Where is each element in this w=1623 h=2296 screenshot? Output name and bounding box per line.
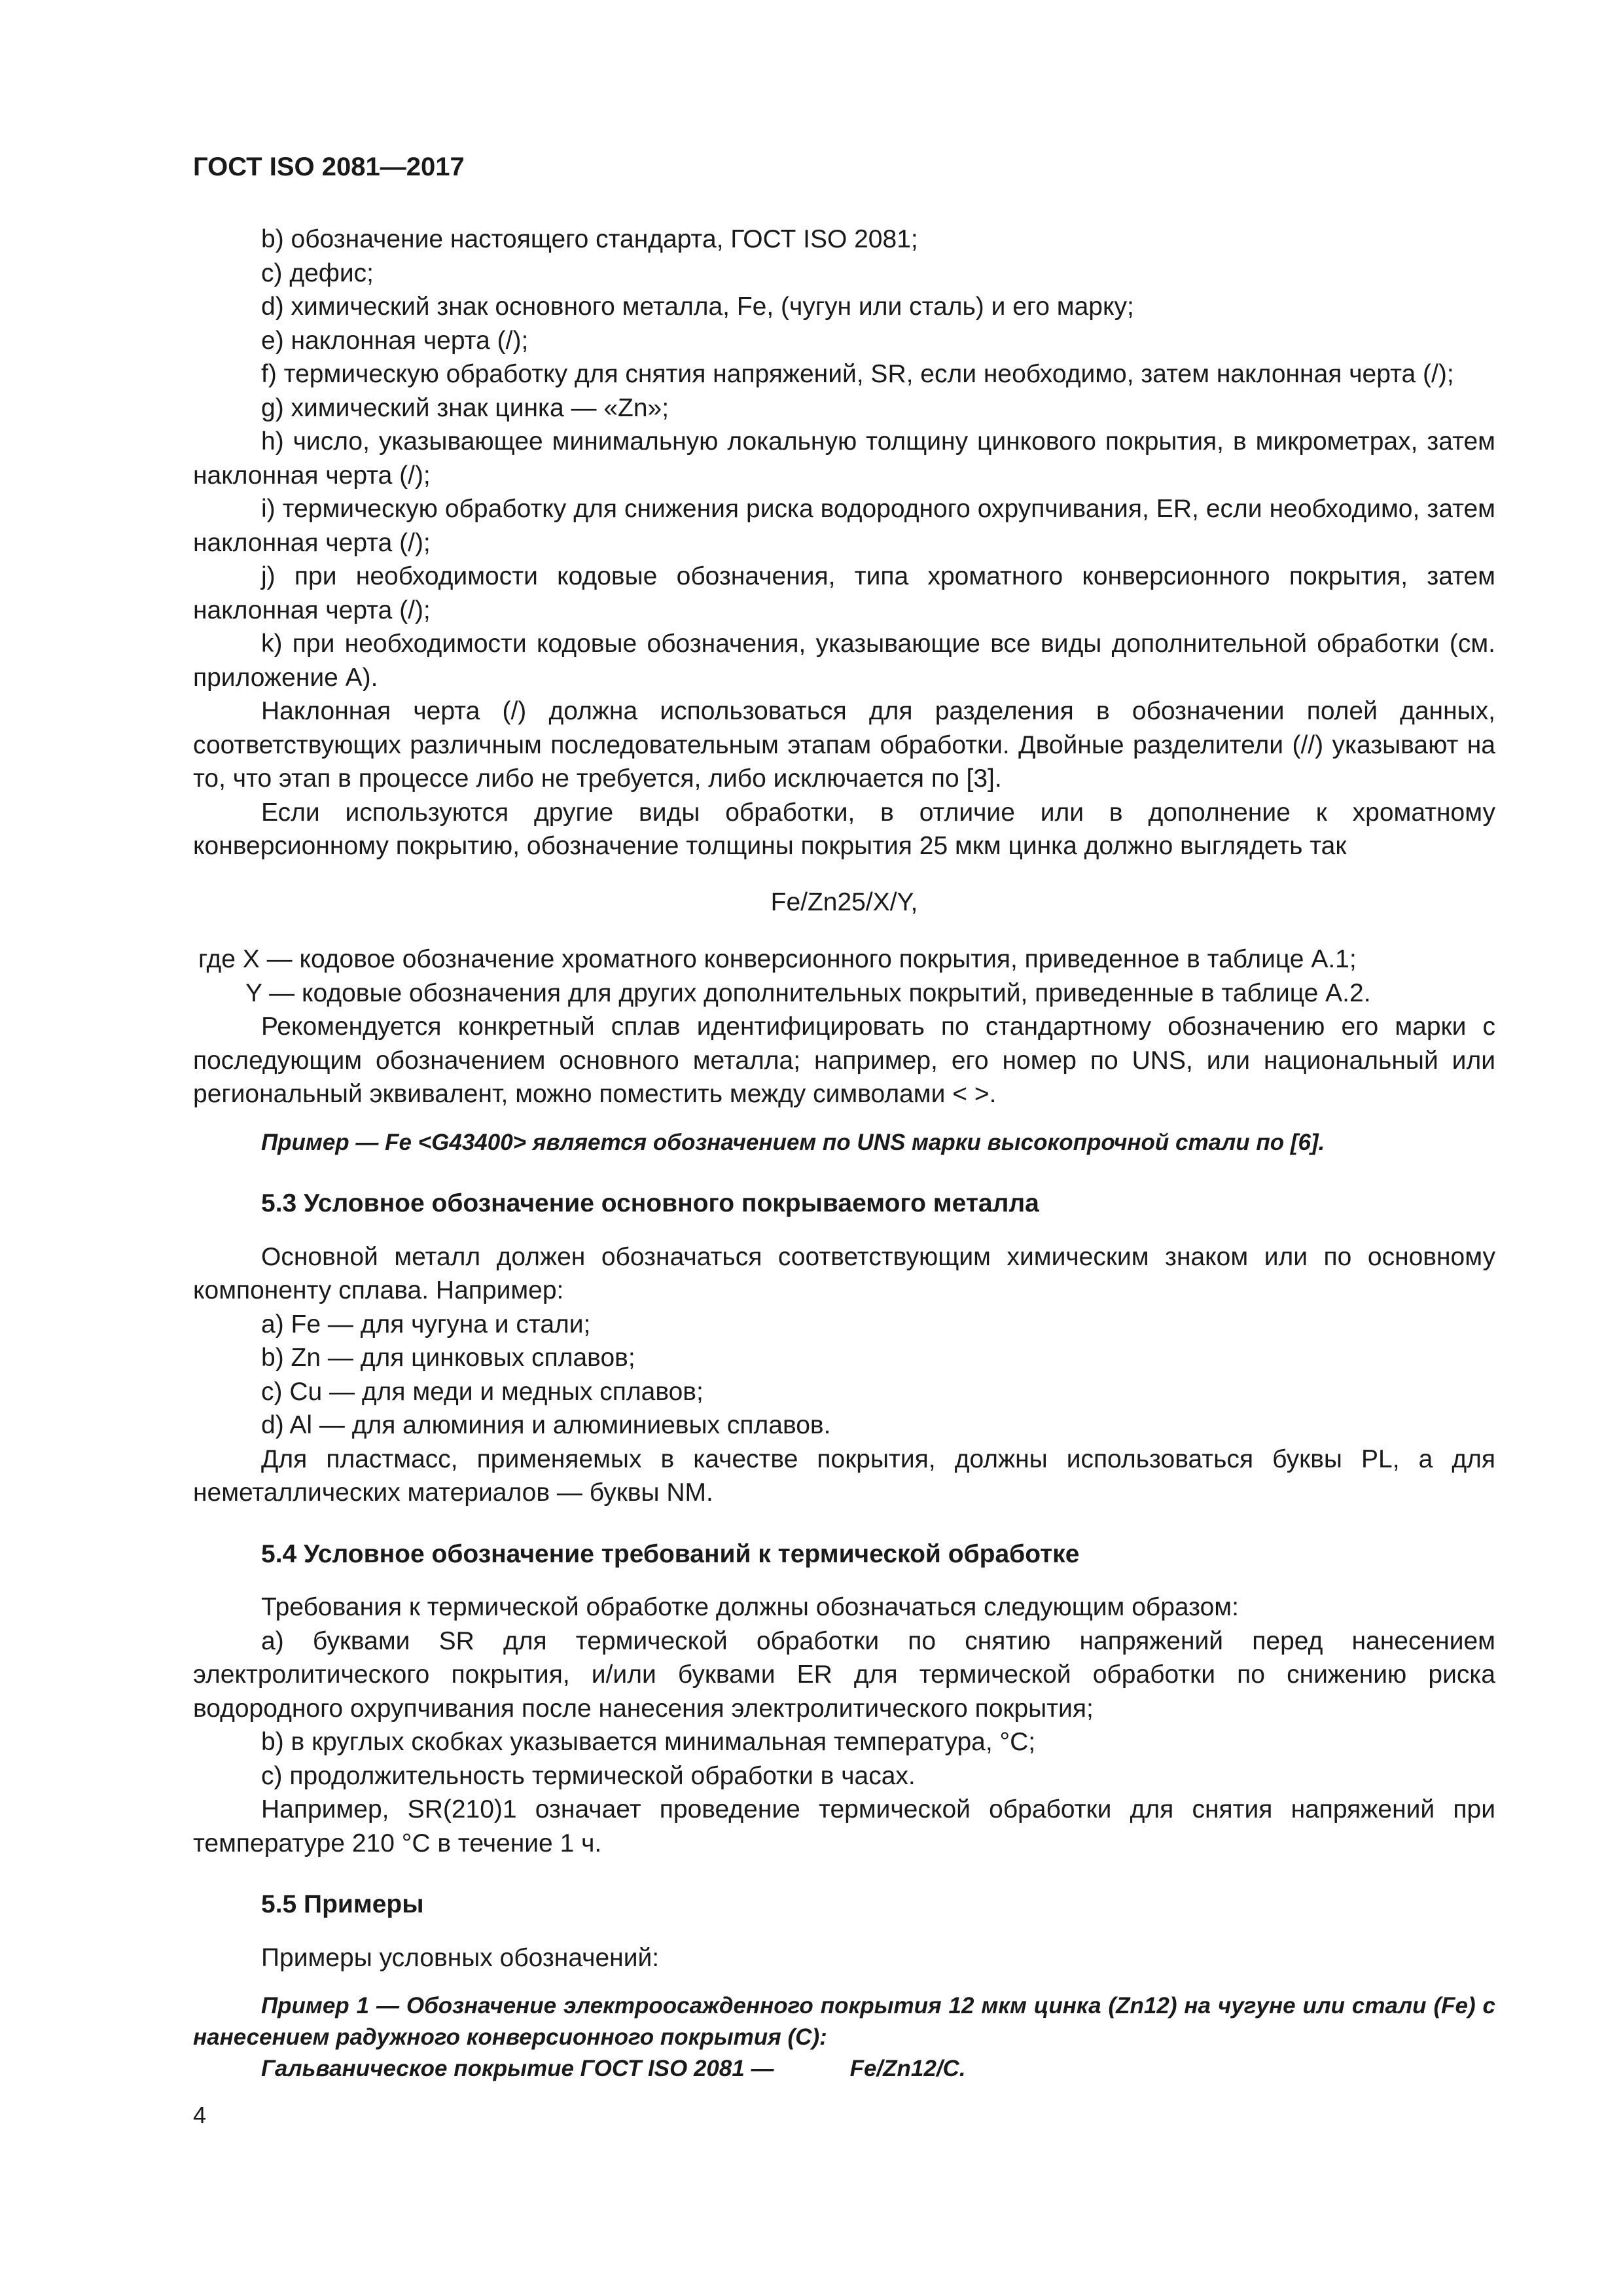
paragraph-alloy: Рекомендуется конкретный сплав идентифицировать по стандартному обозначению его марки с последующим обозначением основного металла; например, его номер по UNS, или национальный или региональный эквивалент, можно поместить между символами < >. [193,1013,1495,1108]
list-item: a) Fe — для чугуна и стали; [261,1310,591,1338]
list-item: h) число, указывающее минимальную локальную толщину цинкового покрытия, в микрометрах, затем наклонная черта (/); [193,427,1495,490]
example-1-designation-code: Fe/Zn12/C. [849,2056,966,2081]
list-item: c) Cu — для меди и медных сплавов; [261,1377,704,1406]
list-item: d) Al — для алюминия и алюминиевых сплавов. [261,1411,831,1439]
list-item: j) при необходимости кодовые обозначения, типа хроматного конверсионного покрытия, затем наклонная черта (/); [193,562,1495,624]
list-item: b) в круглых скобках указывается минимальная температура, °С; [261,1728,1036,1756]
list-item: e) наклонная черта (/); [261,326,529,355]
section-5-4-intro: Требования к термической обработке должны обозначаться следующим образом: [261,1593,1239,1621]
example-1-designation [261,2053,1495,2085]
example-1: Пример 1 — Обозначение электроосажденного покрытия 12 мкм цинка (Zn12) на чугуне или стали (Fe) с нанесением радужного конверсионного покрытия (С): [193,1993,1495,2050]
section-heading-5-4: 5.4 Условное обозначение требований к термической обработке [261,1539,1080,1568]
section-5-3-intro: Основной металл должен обозначаться соответствующим химическим знаком или по основному компоненту сплава. Например: [193,1242,1495,1304]
paragraph-slash: Наклонная черта (/) должна использоваться для разделения в обозначении полей данных, соответствующих различным последовательным этапам обработки. Двойные разделители (//) указывают на то, что этап в процессе либо не требуется, либо исключается по [3]. [193,697,1495,793]
page-number: 4 [193,2102,207,2128]
section-heading-5-3: 5.3 Условное обозначение основного покрываемого металла [261,1189,1039,1217]
list-item: a) буквами SR для термической обработки по снятию напряжений перед нанесением электролитического покрытия, и/или буквами ER для термической обработки по снижению риска водородного охрупчивания после нанесения электролитического покрытия; [193,1626,1495,1723]
section-5-4-example: Например, SR(210)1 означает проведение термической обработки для снятия напряжений при температуре 210 °С в течение 1 ч. [193,1795,1495,1857]
where-y: Y — кодовые обозначения для других дополнительных покрытий, приведенные в таблице А.2. [245,978,1371,1007]
list-item: b) Zn — для цинковых сплавов; [261,1344,635,1372]
section-5-5-intro: Примеры условных обозначений: [261,1943,660,1972]
example-1-designation-label: Гальваническое покрытие ГОСТ ISO 2081 — [261,2056,774,2081]
list-item: b) обозначение настоящего стандарта, ГОСТ ISO 2081; [261,225,918,253]
example-uns: Пример — Fe <G43400> является обозначением по UNS марки высокопрочной стали по [6]. [261,1129,1325,1155]
list-item: g) химический знак цинка — «Zn»; [261,393,669,422]
list-item: c) продолжительность термической обработки в часах. [261,1761,916,1790]
document-header: ГОСТ ISO 2081—2017 [193,152,465,181]
list-item: f) термическую обработку для снятия напряжений, SR, если необходимо, затем наклонная черта (/); [261,360,1454,388]
section-5-3-plastics: Для пластмасс, применяемых в качестве покрытия, должны использоваться буквы PL, а для неметаллических материалов — буквы NM. [193,1444,1495,1507]
paragraph-other-treatment: Если используются другие виды обработки, в отличие или в дополнение к хроматному конверсионному покрытию, обозначение толщины покрытия 25 мкм цинка должно выглядеть так [193,798,1495,860]
list-item: i) термическую обработку для снижения риска водородного охрупчивания, ER, если необходимо, затем наклонная черта (/); [193,495,1495,557]
list-item: d) химический знак основного металла, Fe, (чугун или сталь) и его марку; [261,293,1134,321]
section-heading-5-5: 5.5 Примеры [261,1890,424,1918]
formula: Fe/Zn25/X/Y, [770,888,918,916]
list-item: k) при необходимости кодовые обозначения, указывающие все виды дополнительной обработки (см. приложение А). [193,630,1495,692]
list-item: c) дефис; [261,259,374,287]
document-body [193,223,1495,2085]
where-x: где X — кодовое обозначение хроматного конверсионного покрытия, приведенное в таблице А.1; [198,945,1357,973]
